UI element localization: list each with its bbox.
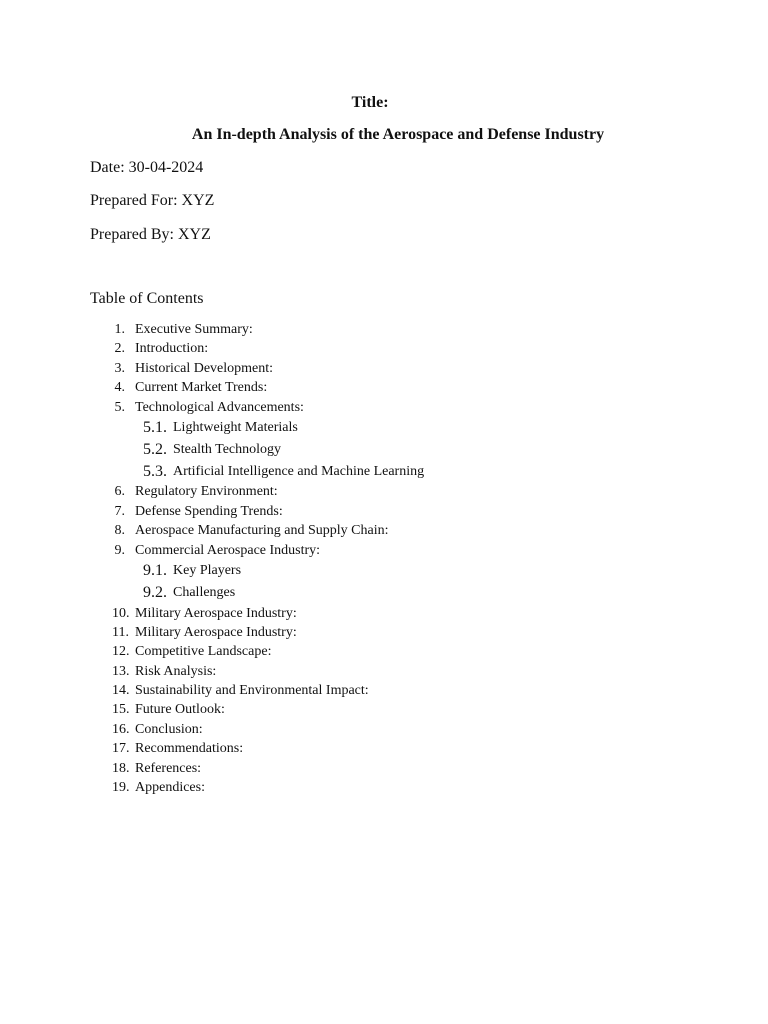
toc-entry [0,320,768,339]
toc-entry-number: 6. [114,484,125,500]
toc-entry-text: Current Market Trends: [135,380,268,396]
toc-entry-text: Sustainability and Environmental Impact: [135,683,369,699]
toc-entry [0,778,768,797]
date-line: Date: 30-04-2024 [90,159,204,176]
toc-entry-text: Executive Summary: [135,322,253,337]
toc-entry-text: Aerospace Manufacturing and Supply Chain: [135,523,389,539]
toc-heading: Table of Contents [90,290,204,307]
toc-entry-number: 15. [112,702,130,718]
toc-entry-number: 18. [112,760,130,776]
toc-entry-text: Future Outlook: [135,702,225,718]
toc-entry-number: 13. [112,663,130,679]
toc-entry [0,759,768,778]
toc-entry-text: Defense Spending Trends: [135,503,283,519]
toc-entry [0,502,768,521]
toc-entry-number: 3. [114,360,125,376]
toc-entry-number: 11. [112,624,129,640]
toc-entry-text: Historical Development: [135,360,274,376]
toc-entry [0,642,768,661]
toc-subentry-number: 5.3. [143,462,167,480]
toc-entry-text: Technological Advancements: [135,399,304,415]
prepared-for-line: Prepared For: XYZ [90,192,215,209]
toc-entry-text: Military Aerospace Industry: [135,605,297,621]
prepared-by-line: Prepared By: XYZ [90,226,211,243]
toc-entry-number: 2. [114,341,125,357]
toc-entry-number: 12. [112,644,130,660]
table-of-contents [0,320,768,797]
toc-subentry-number: 5.2. [143,440,167,458]
toc-entry-text: Recommendations: [135,741,244,757]
toc-entry [0,378,768,397]
toc-entry [0,541,768,560]
toc-entry-text: References: [135,760,202,776]
toc-entry-number: 16. [112,721,130,737]
toc-entry [0,359,768,378]
toc-subentry-text: Key Players [173,562,242,578]
toc-entry [0,720,768,739]
toc-subentry [0,461,768,483]
toc-entry-number: 9. [114,542,125,558]
toc-subentry-number: 9.2. [143,583,167,601]
toc-subentry-number: 5.1. [143,418,167,436]
toc-entry-number: 5. [114,399,125,415]
toc-entry-text: Conclusion: [135,721,203,737]
toc-entry-text: Regulatory Environment: [135,484,278,500]
toc-entry-number: 17. [112,741,130,757]
toc-entry-number: 19. [112,780,130,796]
toc-entry [0,339,768,358]
toc-subentry-number: 9.1. [143,561,167,579]
document-title: An In-depth Analysis of the Aerospace and Defense Industry [191,126,605,143]
toc-entry-text: Commercial Aerospace Industry: [135,542,321,558]
toc-entry [0,623,768,642]
toc-entry [0,739,768,758]
toc-entry-number: 10. [112,605,130,621]
toc-entry [0,521,768,540]
toc-subentry [0,417,768,439]
toc-entry-text: Military Aerospace Industry: [135,624,297,640]
toc-subentry [0,439,768,461]
toc-entry-text: Appendices: [135,780,205,796]
toc-entry-number: 4. [114,380,125,396]
toc-subentry [0,560,768,582]
toc-entry [0,681,768,700]
toc-entry-text: Introduction: [135,341,209,357]
toc-entry-text: Risk Analysis: [135,663,217,679]
toc-subentry-text: Lightweight Materials [173,419,298,435]
toc-subentry-text: Challenges [173,584,236,600]
toc-entry-text: Competitive Landscape: [135,644,272,660]
toc-entry [0,604,768,623]
title-label: Title: [351,94,389,111]
toc-entry-number: 1. [114,322,125,337]
toc-entry-number: 7. [114,503,125,519]
toc-entry [0,482,768,501]
toc-subentry [0,582,768,604]
toc-entry-number: 14. [112,683,130,699]
toc-subentry-text: Stealth Technology [173,441,282,457]
toc-subentry-text: Artificial Intelligence and Machine Learning [173,463,425,479]
toc-entry [0,662,768,681]
toc-entry [0,398,768,417]
toc-entry-number: 8. [114,523,125,539]
toc-entry [0,700,768,719]
